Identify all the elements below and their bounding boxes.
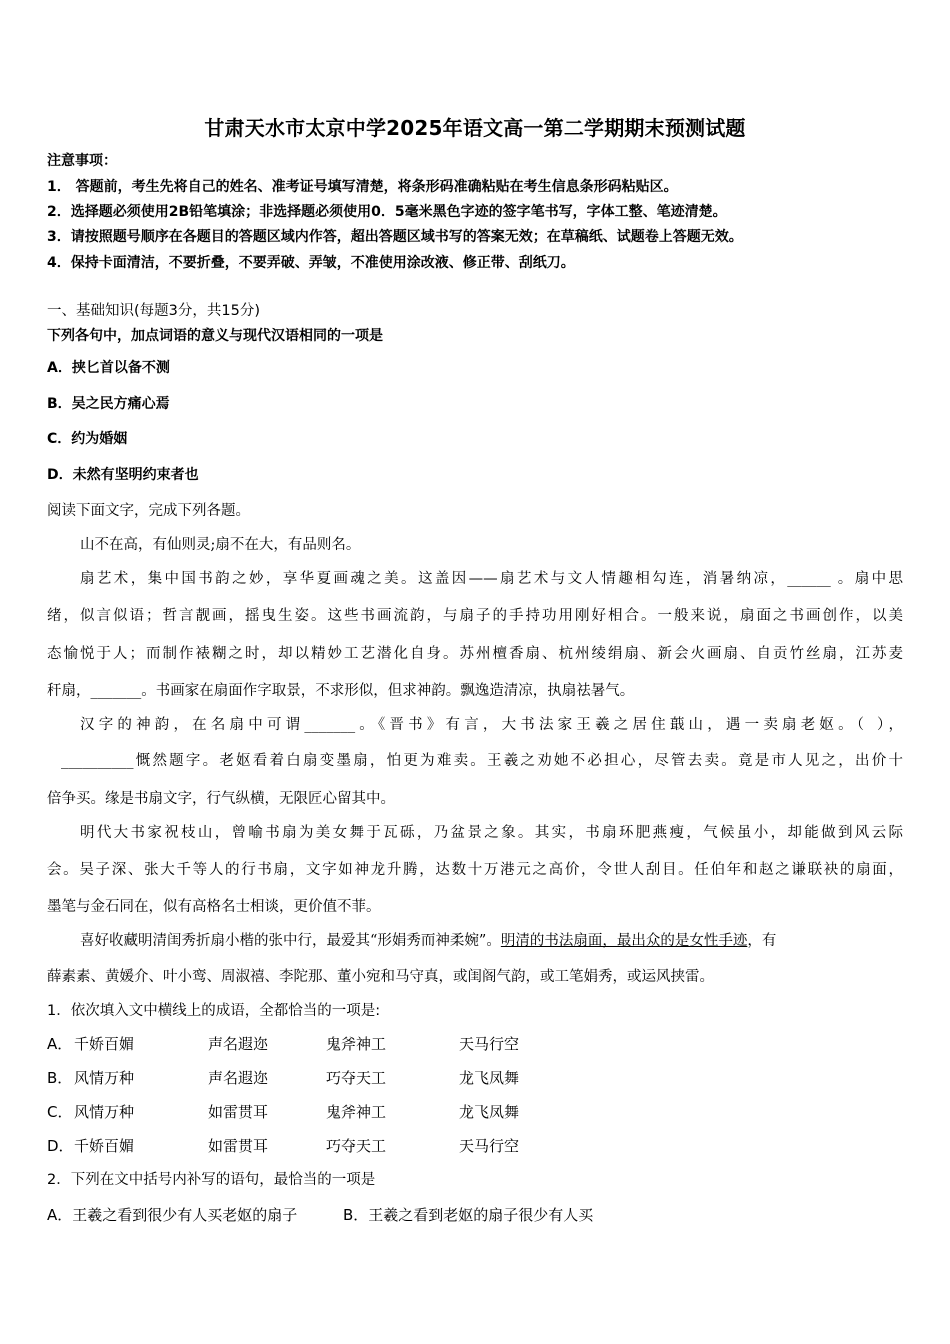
notice-item: 4．保持卡面清洁，不要折叠，不要弄破、弄皱，不准使用涂改液、修正带、刮纸刀。 (47, 255, 575, 271)
option-a: A．挟匕首以备不测 (47, 360, 170, 376)
notice-heading: 注意事项： (47, 153, 117, 169)
q1-option-idiom: 鬼斧神工 (326, 1035, 387, 1053)
q1-option-idiom: 龙飞凤舞 (459, 1069, 520, 1087)
q2-option-a: A．王羲之看到很少有人买老妪的扇子 (47, 1206, 298, 1224)
q1-option-idiom: 如雷贯耳 (208, 1103, 269, 1121)
passage-line: 态愉悦于人；而制作裱糊之时，却以精妙工艺潜化自身。苏州檀香扇、杭州绫绢扇、新会火画扇、自贡竹丝扇，江苏麦 (47, 646, 903, 662)
option-c: C．约为婚姻 (47, 431, 128, 447)
passage-line: 扇艺术，集中国书韵之妙，享华夏画魂之美。这盖因——扇艺术与文人情趣相勾连，消暑纳凉，______ 。扇中思 (80, 571, 903, 587)
passage-line: 墨笔与金石同在，似有高格名士相谈，更价值不菲。 (47, 899, 381, 915)
question-stem: 下列各句中，加点词语的意义与现代汉语相同的一项是 (47, 328, 383, 344)
option-d: D．未然有坚明约束者也 (47, 467, 199, 483)
passage-line: 绪，似言似语；哲言靓画，摇曳生姿。这些书画流韵，与扇子的手持功用刚好相合。一般来说，扇面之书画创作，以美 (47, 608, 903, 624)
q1-option-label: A． (47, 1035, 73, 1053)
passage-line: 秆扇，_______。书画家在扇面作字取景，不求形似，但求神韵。飘逸造清凉，执扇祛暑气。 (47, 683, 635, 699)
q1-option-idiom: 千娇百媚 (74, 1035, 135, 1053)
q1-option-idiom: 巧夺天工 (326, 1069, 387, 1087)
section-heading: 一、基础知识(每题3分，共15分) (47, 303, 260, 319)
q2-option-b: B．王羲之看到老妪的扇子很少有人买 (343, 1206, 594, 1224)
question-1-stem: 1．依次填入文中横线上的成语，全都恰当的一项是: (47, 1003, 381, 1019)
q1-option-idiom: 声名遐迩 (208, 1035, 269, 1053)
underlined-sentence: 明清的书法扇面，最出众的是女性手迹 (500, 933, 748, 949)
passage-text: 喜好收藏明清闺秀折扇小楷的张中行，最爱其“形娟秀而神柔婉”。 (80, 933, 501, 949)
passage-line: 明代大书家祝枝山，曾喻书扇为美女舞于瓦砾，乃盆景之象。其实，书扇环肥燕瘦，气候虽小，却能做到风云际 (80, 825, 903, 841)
q1-option-idiom: 天马行空 (459, 1035, 520, 1053)
q1-option-idiom: 风情万种 (74, 1103, 135, 1121)
q1-option-label: B． (47, 1069, 73, 1087)
passage-line: __________慨然题字。老妪看着白扇变墨扇，怕更为难卖。王羲之劝她不必担心，尽管去卖。竟是市人见之，出价十 (61, 753, 903, 769)
q1-option-idiom: 天马行空 (459, 1137, 520, 1155)
notice-item: 2．选择题必须使用2B铅笔填涂；非选择题必须使用0．5毫米黑色字迹的签字笔书写，字体工整、笔迹清楚。 (47, 204, 727, 220)
passage-line: 薛素素、黄媛介、叶小鸾、周淑禧、李陀那、董小宛和马守真，或闺阁气韵，或工笔娟秀，或运风挟雷。 (47, 969, 714, 985)
q1-option-idiom: 如雷贯耳 (208, 1137, 269, 1155)
q1-option-idiom: 声名遐迩 (208, 1069, 269, 1087)
passage-line: 山不在高，有仙则灵;扇不在大，有品则名。 (80, 537, 361, 553)
passage-line: 汉字的神韵，在名扇中可谓_______。《晋书》有言，大书法家王羲之居住蕺山，遇一卖扇老妪。（ ）， (80, 717, 903, 733)
q1-option-idiom: 龙飞凤舞 (459, 1103, 520, 1121)
passage-line: 会。吴子深、张大千等人的行书扇，文字如神龙升腾，达数十万港元之高价，令世人刮目。任伯年和赵之谦联袂的扇面， (47, 862, 903, 878)
q1-option-idiom: 千娇百媚 (74, 1137, 135, 1155)
reading-instruction: 阅读下面文字，完成下列各题。 (47, 503, 250, 519)
q1-option-label: C． (47, 1103, 73, 1121)
q1-option-idiom: 巧夺天工 (326, 1137, 387, 1155)
q1-option-idiom: 风情万种 (74, 1069, 135, 1087)
option-b: B．吴之民方痛心焉 (47, 396, 170, 412)
q1-option-label: D． (47, 1137, 74, 1155)
question-2-stem: 2．下列在文中括号内补写的语句，最恰当的一项是 (47, 1172, 376, 1188)
page-title: 甘肃天水市太京中学2025年语文高一第二学期期末预测试题 (204, 116, 746, 140)
passage-line (80, 931, 776, 951)
q1-option-idiom: 鬼斧神工 (326, 1103, 387, 1121)
notice-item: 3．请按照题号顺序在各题目的答题区域内作答，超出答题区域书写的答案无效；在草稿纸、试题卷上答题无效。 (47, 229, 743, 245)
passage-line: 倍争买。缘是书扇文字，行气纵横，无限匠心留其中。 (47, 791, 395, 807)
notice-item: 1． 答题前，考生先将自己的姓名、准考证号填写清楚，将条形码准确粘贴在考生信息条形码粘贴区。 (47, 179, 678, 195)
passage-text: ，有 (747, 933, 777, 949)
